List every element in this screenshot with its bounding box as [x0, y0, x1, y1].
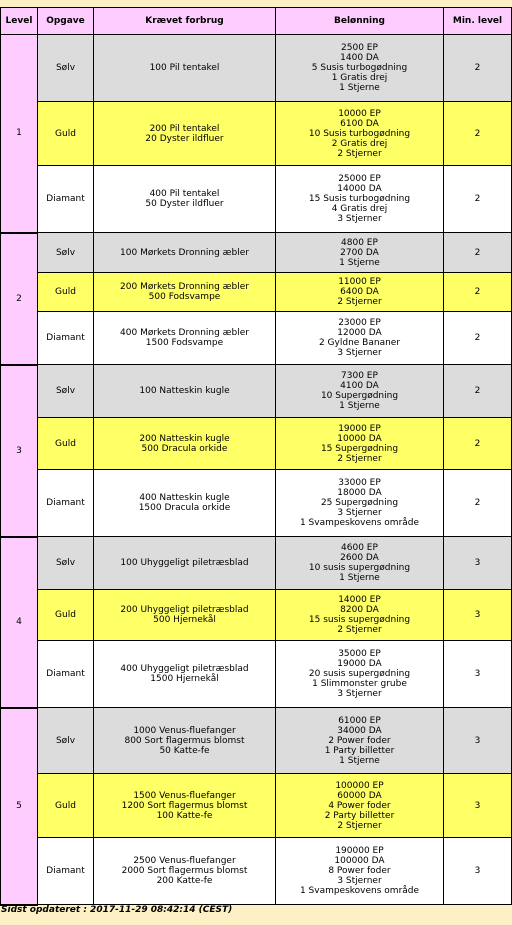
table-row [1, 838, 512, 905]
requirement-cell-line: 200 Natteskin kugle [139, 433, 230, 444]
reward-cell [276, 708, 444, 774]
min-level-cell: 3 [444, 838, 512, 905]
reward-cell [276, 233, 444, 273]
reward-cell [276, 838, 444, 905]
task-cell: Guld [38, 590, 94, 641]
header-min-level: Min. level [444, 8, 512, 35]
reward-cell [276, 470, 444, 537]
table-row [1, 35, 512, 102]
table-row [1, 312, 512, 365]
min-level-cell: 2 [444, 35, 512, 102]
reward-cell-line: 6400 DA [340, 287, 379, 297]
requirement-cell-line: 200 Pil tentakel [149, 123, 220, 134]
table-row [1, 418, 512, 470]
requirement-cell [94, 470, 276, 537]
reward-cell-line: 18000 DA [337, 488, 382, 498]
table-row [1, 537, 512, 590]
reward-cell-line: 1 Svampeskovens område [299, 886, 420, 896]
reward-cell-line: 10 susis supergødning [308, 563, 411, 573]
reward-cell [276, 641, 444, 708]
level-cell: 4 [1, 537, 38, 708]
min-level-cell: 2 [444, 233, 512, 273]
reward-cell-line: 20 susis supergødning [308, 669, 411, 679]
requirement-cell [94, 312, 276, 365]
requirement-cell-line: 400 Uhyggeligt piletræsblad [120, 664, 249, 674]
reward-cell-line: 1 Stjerne [339, 83, 380, 93]
min-level-cell: 2 [444, 470, 512, 537]
reward-cell-line: 100000 DA [334, 856, 385, 866]
requirement-cell [94, 641, 276, 708]
requirement-cell-line: 2500 Venus-fluefanger [133, 856, 236, 866]
reward-cell-line: 1400 DA [340, 53, 379, 63]
reward-cell-line: 4600 EP [341, 543, 378, 553]
reward-cell-line: 2 Stjerner [337, 625, 382, 635]
reward-cell-line: 4100 DA [340, 381, 379, 391]
requirement-cell-line: 200 Mørkets Dronning æbler [120, 282, 249, 292]
task-cell: Sølv [38, 35, 94, 102]
requirement-cell [94, 838, 276, 905]
task-cell: Guld [38, 273, 94, 312]
requirement-cell [94, 166, 276, 233]
table-row [1, 470, 512, 537]
requirement-cell [94, 708, 276, 774]
reward-cell-line: 1 Stjerne [339, 573, 380, 583]
rewards-table [0, 7, 512, 906]
level-cell: 3 [1, 365, 38, 537]
reward-cell [276, 273, 444, 312]
reward-cell-line: 1 Stjerne [339, 755, 380, 766]
table-row [1, 365, 512, 418]
min-level-cell: 2 [444, 166, 512, 233]
requirement-cell-line: 100 Natteskin kugle [139, 386, 230, 396]
task-cell: Diamant [38, 838, 94, 905]
reward-cell-line: 14000 DA [337, 184, 382, 194]
header-row [1, 8, 512, 35]
requirement-cell [94, 273, 276, 312]
task-cell: Diamant [38, 470, 94, 537]
table-body [1, 35, 512, 905]
reward-cell-line: 10000 DA [337, 433, 382, 444]
requirement-cell-line: 1500 Hjernekål [150, 674, 219, 684]
header-reward: Belønning [276, 8, 444, 35]
reward-cell [276, 102, 444, 166]
level-cell: 5 [1, 708, 38, 905]
last-updated: Sidst opdateret : 2017-11-29 08:42:14 (CEST) [1, 905, 233, 915]
reward-cell [276, 774, 444, 838]
requirement-cell-line: 1500 Venus-fluefanger [133, 790, 236, 801]
requirement-cell-line: 200 Uhyggeligt piletræsblad [120, 605, 249, 615]
requirement-cell [94, 537, 276, 590]
reward-cell [276, 365, 444, 418]
task-cell: Diamant [38, 641, 94, 708]
task-cell: Sølv [38, 708, 94, 774]
reward-cell-line: 11000 EP [338, 277, 381, 287]
reward-cell-line: 61000 EP [338, 715, 381, 726]
reward-cell-line: 4 Power foder [328, 800, 391, 811]
reward-cell-line: 3 Stjerner [337, 689, 382, 699]
min-level-cell: 2 [444, 102, 512, 166]
table-row [1, 166, 512, 233]
reward-cell-line: 100000 EP [335, 780, 384, 791]
reward-cell-line: 2500 EP [341, 43, 378, 53]
reward-cell-line: 4800 EP [341, 237, 378, 248]
reward-cell-line: 3 Stjerner [337, 508, 382, 518]
requirement-cell [94, 102, 276, 166]
table-row [1, 641, 512, 708]
requirement-cell [94, 418, 276, 470]
reward-cell-line: 15 susis supergødning [308, 615, 411, 625]
requirement-cell-line: 400 Pil tentakel [149, 189, 220, 199]
task-cell: Diamant [38, 166, 94, 233]
reward-cell-line: 15 Supergødning [320, 443, 399, 454]
reward-cell-line: 12000 DA [337, 328, 382, 338]
requirement-cell-line: 100 Uhyggeligt piletræsblad [120, 558, 249, 568]
requirement-cell-line: 20 Dyster ildfluer [145, 133, 224, 144]
min-level-cell: 2 [444, 312, 512, 365]
header-task: Opgave [38, 8, 94, 35]
reward-cell-line: 60000 DA [337, 790, 382, 801]
reward-cell-line: 2 Stjerner [337, 148, 382, 159]
reward-cell-line: 35000 EP [338, 649, 381, 659]
requirement-cell-line: 100 Katte-fe [156, 810, 213, 821]
reward-cell-line: 25000 EP [338, 174, 381, 184]
task-cell: Sølv [38, 537, 94, 590]
reward-cell-line: 34000 DA [337, 725, 382, 736]
task-cell: Guld [38, 102, 94, 166]
requirement-cell-line: 500 Fodsvampe [148, 292, 221, 302]
header-level: Level [1, 8, 38, 35]
table-row [1, 273, 512, 312]
reward-cell-line: 19000 DA [337, 659, 382, 669]
requirement-cell-line: 400 Mørkets Dronning æbler [120, 328, 249, 338]
requirement-cell-line: 800 Sort flagermus blomst [124, 735, 245, 746]
reward-cell-line: 10 Susis turbogødning [308, 128, 411, 139]
reward-cell-line: 2 Stjerner [337, 820, 382, 831]
reward-cell-line: 1 Slimmonster grube [312, 679, 407, 689]
requirement-cell-line: 1000 Venus-fluefanger [133, 725, 236, 736]
min-level-cell: 3 [444, 537, 512, 590]
requirement-cell [94, 365, 276, 418]
header-requirement: Krævet forbrug [94, 8, 276, 35]
requirement-cell [94, 774, 276, 838]
reward-cell-line: 2 Power foder [328, 735, 391, 746]
reward-cell-line: 4 Gratis drej [331, 204, 388, 214]
table-row [1, 233, 512, 273]
task-cell: Diamant [38, 312, 94, 365]
reward-cell-line: 2 Gratis drej [331, 138, 388, 149]
reward-cell-line: 3 Stjerner [337, 876, 382, 886]
requirement-cell [94, 35, 276, 102]
table-row [1, 590, 512, 641]
requirement-cell-line: 2000 Sort flagermus blomst [121, 866, 248, 876]
reward-cell-line: 14000 EP [338, 595, 381, 605]
task-cell: Guld [38, 774, 94, 838]
reward-cell-line: 8200 DA [340, 605, 379, 615]
min-level-cell: 3 [444, 641, 512, 708]
reward-cell-line: 1 Svampeskovens område [299, 518, 420, 528]
reward-cell [276, 312, 444, 365]
requirement-cell-line: 100 Pil tentakel [149, 63, 220, 73]
reward-cell-line: 2 Stjerner [337, 453, 382, 464]
reward-cell-line: 5 Susis turbogødning [311, 63, 408, 73]
reward-cell-line: 2 Gyldne Bananer [318, 338, 401, 348]
requirement-cell-line: 1500 Dracula orkide [138, 503, 231, 513]
reward-cell-line: 8 Power foder [328, 866, 391, 876]
requirement-cell-line: 500 Dracula orkide [141, 443, 228, 454]
reward-cell [276, 590, 444, 641]
reward-cell-line: 3 Stjerner [337, 348, 382, 358]
reward-cell-line: 33000 EP [338, 478, 381, 488]
reward-cell-line: 25 Supergødning [320, 498, 399, 508]
min-level-cell: 2 [444, 418, 512, 470]
task-cell: Sølv [38, 233, 94, 273]
reward-cell-line: 2700 DA [340, 247, 379, 258]
reward-cell-line: 2 Party billetter [324, 810, 395, 821]
requirement-cell [94, 233, 276, 273]
reward-cell-line: 1 Stjerne [339, 401, 380, 411]
table-row [1, 102, 512, 166]
reward-cell-line: 1 Stjerne [339, 257, 380, 268]
level-cell: 2 [1, 233, 38, 365]
reward-cell [276, 418, 444, 470]
reward-cell-line: 15 Susis turbogødning [308, 194, 411, 204]
min-level-cell: 3 [444, 590, 512, 641]
reward-cell [276, 35, 444, 102]
requirement-cell-line: 100 Mørkets Dronning æbler [120, 247, 249, 258]
reward-cell-line: 1 Party billetter [324, 745, 395, 756]
reward-cell-line: 10000 EP [338, 108, 381, 119]
table-row [1, 774, 512, 838]
requirement-cell-line: 500 Hjernekål [153, 615, 216, 625]
reward-cell-line: 2 Stjerner [337, 297, 382, 307]
requirement-cell-line: 50 Katte-fe [159, 745, 210, 756]
requirement-cell-line: 50 Dyster ildfluer [145, 199, 224, 209]
reward-cell-line: 10 Supergødning [320, 391, 399, 401]
reward-cell-line: 19000 EP [338, 423, 381, 434]
reward-cell-line: 190000 EP [335, 846, 384, 856]
requirement-cell-line: 400 Natteskin kugle [139, 493, 230, 503]
reward-cell-line: 23000 EP [338, 318, 381, 328]
reward-cell [276, 166, 444, 233]
reward-cell-line: 6100 DA [340, 118, 379, 129]
requirement-cell [94, 590, 276, 641]
reward-cell-line: 7300 EP [341, 371, 378, 381]
reward-cell [276, 537, 444, 590]
min-level-cell: 3 [444, 708, 512, 774]
level-cell: 1 [1, 35, 38, 233]
requirement-cell-line: 1200 Sort flagermus blomst [121, 800, 248, 811]
min-level-cell: 2 [444, 365, 512, 418]
requirement-cell-line: 200 Katte-fe [156, 876, 213, 886]
min-level-cell: 3 [444, 774, 512, 838]
table-row [1, 708, 512, 774]
reward-cell-line: 1 Gratis drej [331, 73, 388, 83]
min-level-cell: 2 [444, 273, 512, 312]
task-cell: Guld [38, 418, 94, 470]
requirement-cell-line: 1500 Fodsvampe [145, 338, 224, 348]
task-cell: Sølv [38, 365, 94, 418]
reward-cell-line: 2600 DA [340, 553, 379, 563]
reward-cell-line: 3 Stjerner [337, 214, 382, 224]
